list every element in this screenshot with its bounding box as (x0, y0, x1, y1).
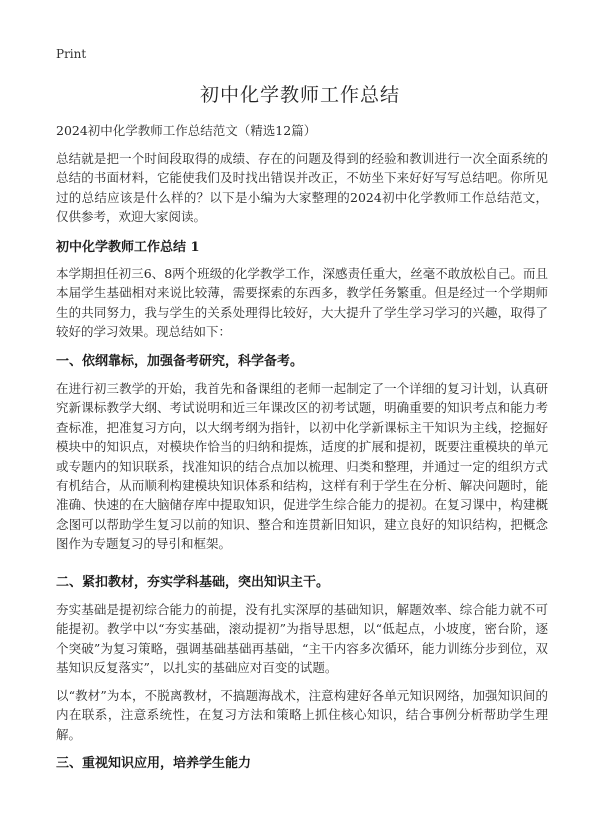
print-link[interactable]: Print (56, 47, 87, 61)
page-title: 初中化学教师工作总结 (199, 84, 400, 106)
heading-1: 一、依纲靠标，加强备考研究，科学备考。 (56, 354, 304, 369)
paragraph-heading-2b: 以“教材”为本，不脱离教材，不搞题海战术，注意构建好各单元知识网络，加强知识间的内在联系，注意系统性，在复习方法和策略上抓住核心知识，结合事例分析帮助学生理解。 (56, 688, 548, 742)
intro-paragraph: 总结就是把一个时间段取得的成绩、存在的问题及得到的经验和教训进行一次全面系统的总结的书面材料，它能使我们及时找出错误并改正，不妨坐下来好好写写总结吧。你所见过的总结应该是什么样的？以下是小编为大家整理的2024初中化学教师工作总结范文，仅供参考，欢迎大家阅读。 (56, 151, 548, 225)
heading-2: 二、紧扣教材，夯实学科基础，突出知识主干。 (56, 575, 330, 590)
section-title: 初中化学教师工作总结 1 (56, 240, 200, 255)
paragraph-heading-1: 在进行初三教学的开始，我首先和备课组的老师一起制定了一个详细的复习计划，认真研究新课标教学大纲、考试说明和近三年课改区的初考试题，明确重要的知识考点和能力考查标准，把准复习方向，以大纲考纲为指针，以初中化学新课标主干知识为主线，挖掘好模块中的知识点，对模块作恰当的归纳和提炼，适度的扩展和提初，既要注重模块的单元或专题内的知识联系，找准知识的结合点加以梳理、归类和整理，并通过一定的组织方式有机结合，从而顺利构建模块知识体系和结构，这样有利于学生在分析、解决问题时，能准确、快速的在大脑储存库中提取知识，促进学生综合能力的提初。在复习课中，构建概念图可以帮助学生复习以前的知识、整合和连贯新旧知识，建立良好的知识结构，把概念图作为专题复习的导引和框架。 (56, 381, 548, 552)
section-paragraph-1: 本学期担任初三6、8两个班级的化学教学工作，深感责任重大，丝毫不敢放松自己。而且本届学生基础相对来说比较薄，需要探索的东西多，教学任务繁重。但是经过一个学期师生的共同努力，我与学生的关系处理得比较好，大大提升了学生学习学习的兴趣，取得了较好的学习效果。现总结如下： (56, 266, 548, 340)
subtitle: 2024初中化学教师工作总结范文（精选12篇） (56, 123, 317, 138)
paragraph-heading-2a: 夯实基础是提初综合能力的前提，没有扎实深厚的基础知识，解题效率、综合能力就不可能提初。教学中以“夯实基础，滚动提初”为指导思想，以“低起点，小坡度，密台阶，逐个突破”为复习策略，强调基础基础再基础，“主干内容多次循环，能力训练分步到位，双基知识反复落实”，以扎实的基础应对百变的试题。 (56, 602, 548, 676)
heading-3: 三、重视知识应用，培养学生能力 (56, 756, 252, 771)
